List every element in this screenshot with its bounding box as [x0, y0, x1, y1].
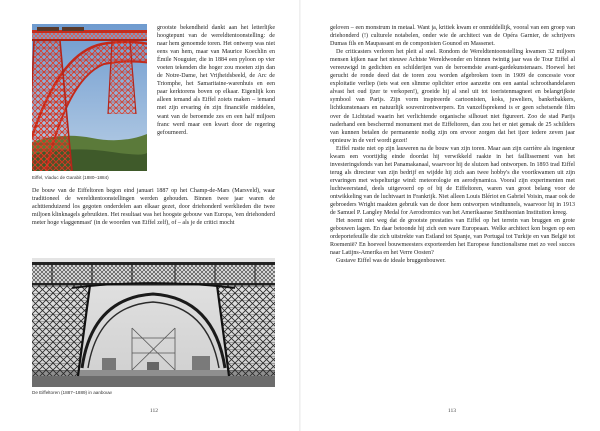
paragraph: Eiffel rustte niet op zijn lauweren na de bouw van zijn toren. Maar aan zijn carrière als ingenieur kwam een voortijdig einde doordat hij verwikkeld raakte in het faillissement van het investeringsfonds van het Panamakanaal, waarvoor hij de sluizen had ontworpen. In 1893 trad Eiffel terug als directeur van zijn bedrijf en wijdde hij zich aan twee hobby's die voortkwamen uit zijn ervaringen met wispelturige wind: meteorologie en aerodynamica. Vooral zijn experimenten met luchtweerstand, deels uitgevoerd op of bij de Eiffeltoren, waren van groot belang voor de ontwikkeling van de luchtvaart in Frankrijk. Niet alleen Louis Blériot en Gabriel Voisin, maar ook de gebroeders Wright maakten gebruik van de door hem ontworpen windtunnels, waarvoor hij in 1913 de Samuel P. Langley Medal for Aerodromics van het Amerikaanse Smithsonian Institution kreeg.: [330, 145, 575, 217]
page-number-right: 113: [447, 408, 457, 414]
paragraph: De criticasters verloren het pleit al snel. Rondom de Wereldtentoonstelling kwamen 32 miljoen mensen kijken naar het nieuwe Achtste Wereldwonder en binnen twintig jaar was de Tour Eiffel al vereeuwigd in gedichten en schilderijen van de beroemdste avant-gardekunstenaars. Hoewel het gerucht de ronde deed dat de toren zou worden afgebroken toen in 1909 de concessie voor exploitatie verliep (iets wat een slimme oplichter ertoe aanzette om een aantal schroothandelaren alvast het oud ijzer te verkopen!), groeide hij al snel uit tot toeristenmagneet en belangrijkste symbool van Parijs. Zijn vorm inspireerde cartoonisten, koks, juweliers, banketbakkers, lichtkunstenaars en natuurlijk souvenirontwerpers. En vanzelfsprekend is er geen schetsende film over de Lichtstad waarin het verlichtende organische silhouet niet figureert. Zoo de stad Parijs naderhand een beschermd monument met de Eiffeltoren, dan zou het er niet gemak de 25 schilders van kunnen betalen de permanente nodig zijn om ervoor zorgen dat het ijzer iedere zeven jaar opnieuw in de verf wordt gezet!: [330, 49, 575, 144]
eiffel-construction-caption: De Eiffeltoren (1887–1889) in aanbouw: [32, 390, 112, 395]
paragraph: grootste bekendheid dankt aan het letterlijke hoogtepunt van de wereldtentoonstelling: de naar hem genoemde toren. Het ontwerp was niet eens van hem, maar van Maurice Koechlin en Émile Nouguier, die in 1884 een pyloon op vier voeten tekenden die hoger zou moeten zijn dan de Notre-Dame, het Vrijheidsbeeld, de Arc de Triomphe, het Samaritaine-warenhuis en een paar kerktorens boven op elkaar. Eigenlijk kon alleen iemand als Eiffel zoiets maken – iemand met zijn ervaring én zijn financiële middelen, want van de beroemde zes en een half miljoen franc werd maar een kwart door de regering gefourneerd.: [157, 25, 275, 136]
paragraph: geloven – een monstrum in metaal. Want ja, kritiek kwam er onmiddellijk, vooral van een groep van driehonderd (!) culturele notabelen, onder wie de architect van de Opéra Garnier, de schrijvers Dumas fils en Maupassant en de componisten Gounod en Massenet.: [330, 25, 575, 48]
paragraph: Gustave Eiffel was de ideale bruggenbouwer.: [336, 258, 446, 265]
left-page: [0, 0, 299, 431]
left-page-body-text: [32, 187, 275, 252]
right-page-body-text: [330, 24, 575, 400]
left-page-column-text: [157, 24, 275, 186]
eiffel-construction-photo: [32, 258, 275, 387]
paragraph: De bouw van de Eiffeltoren begon eind januari 1887 op het Champ-de-Mars (Marsveld), waar traditioneel de wereldtentoonstellingen werden gehouden. Binnen twee jaar waren de achttienduizend los gegoten onderdelen aan elkaar gezet, door driehonderd werklieden die twee miljoen klinknagels gebruikten. Het resultaat was het hoogste gebouw van Europa, 'een driehonderd meter hoge vlaggenmast' (in de woorden van Eiffel zelf), of – als je de critici mocht: [32, 188, 275, 227]
right-page: [301, 0, 600, 431]
paragraph: Het noemt niet weg dat de grootste prestaties van Eiffel op het terrein van bruggen en grote gebouwen lagen. En daar betoonde hij zich een ware Europeaan. Welke architect kon bogen op een ordeportefeuille die zich uitstrekte van Estland tot Spanje, van Portugal tot Turkije en van België tot Roemenië? En hoeveel bouwmeesters exporteerden het Europese functionalisme met zo veel succes naar Latijns-Amerika en het Verre Oosten?: [330, 218, 575, 257]
viaduct-photo: [32, 24, 147, 171]
page-number-left: 112: [149, 408, 159, 414]
viaduct-caption: Eiffel, Viaduc de Garabit (1880–1884): [32, 175, 109, 180]
